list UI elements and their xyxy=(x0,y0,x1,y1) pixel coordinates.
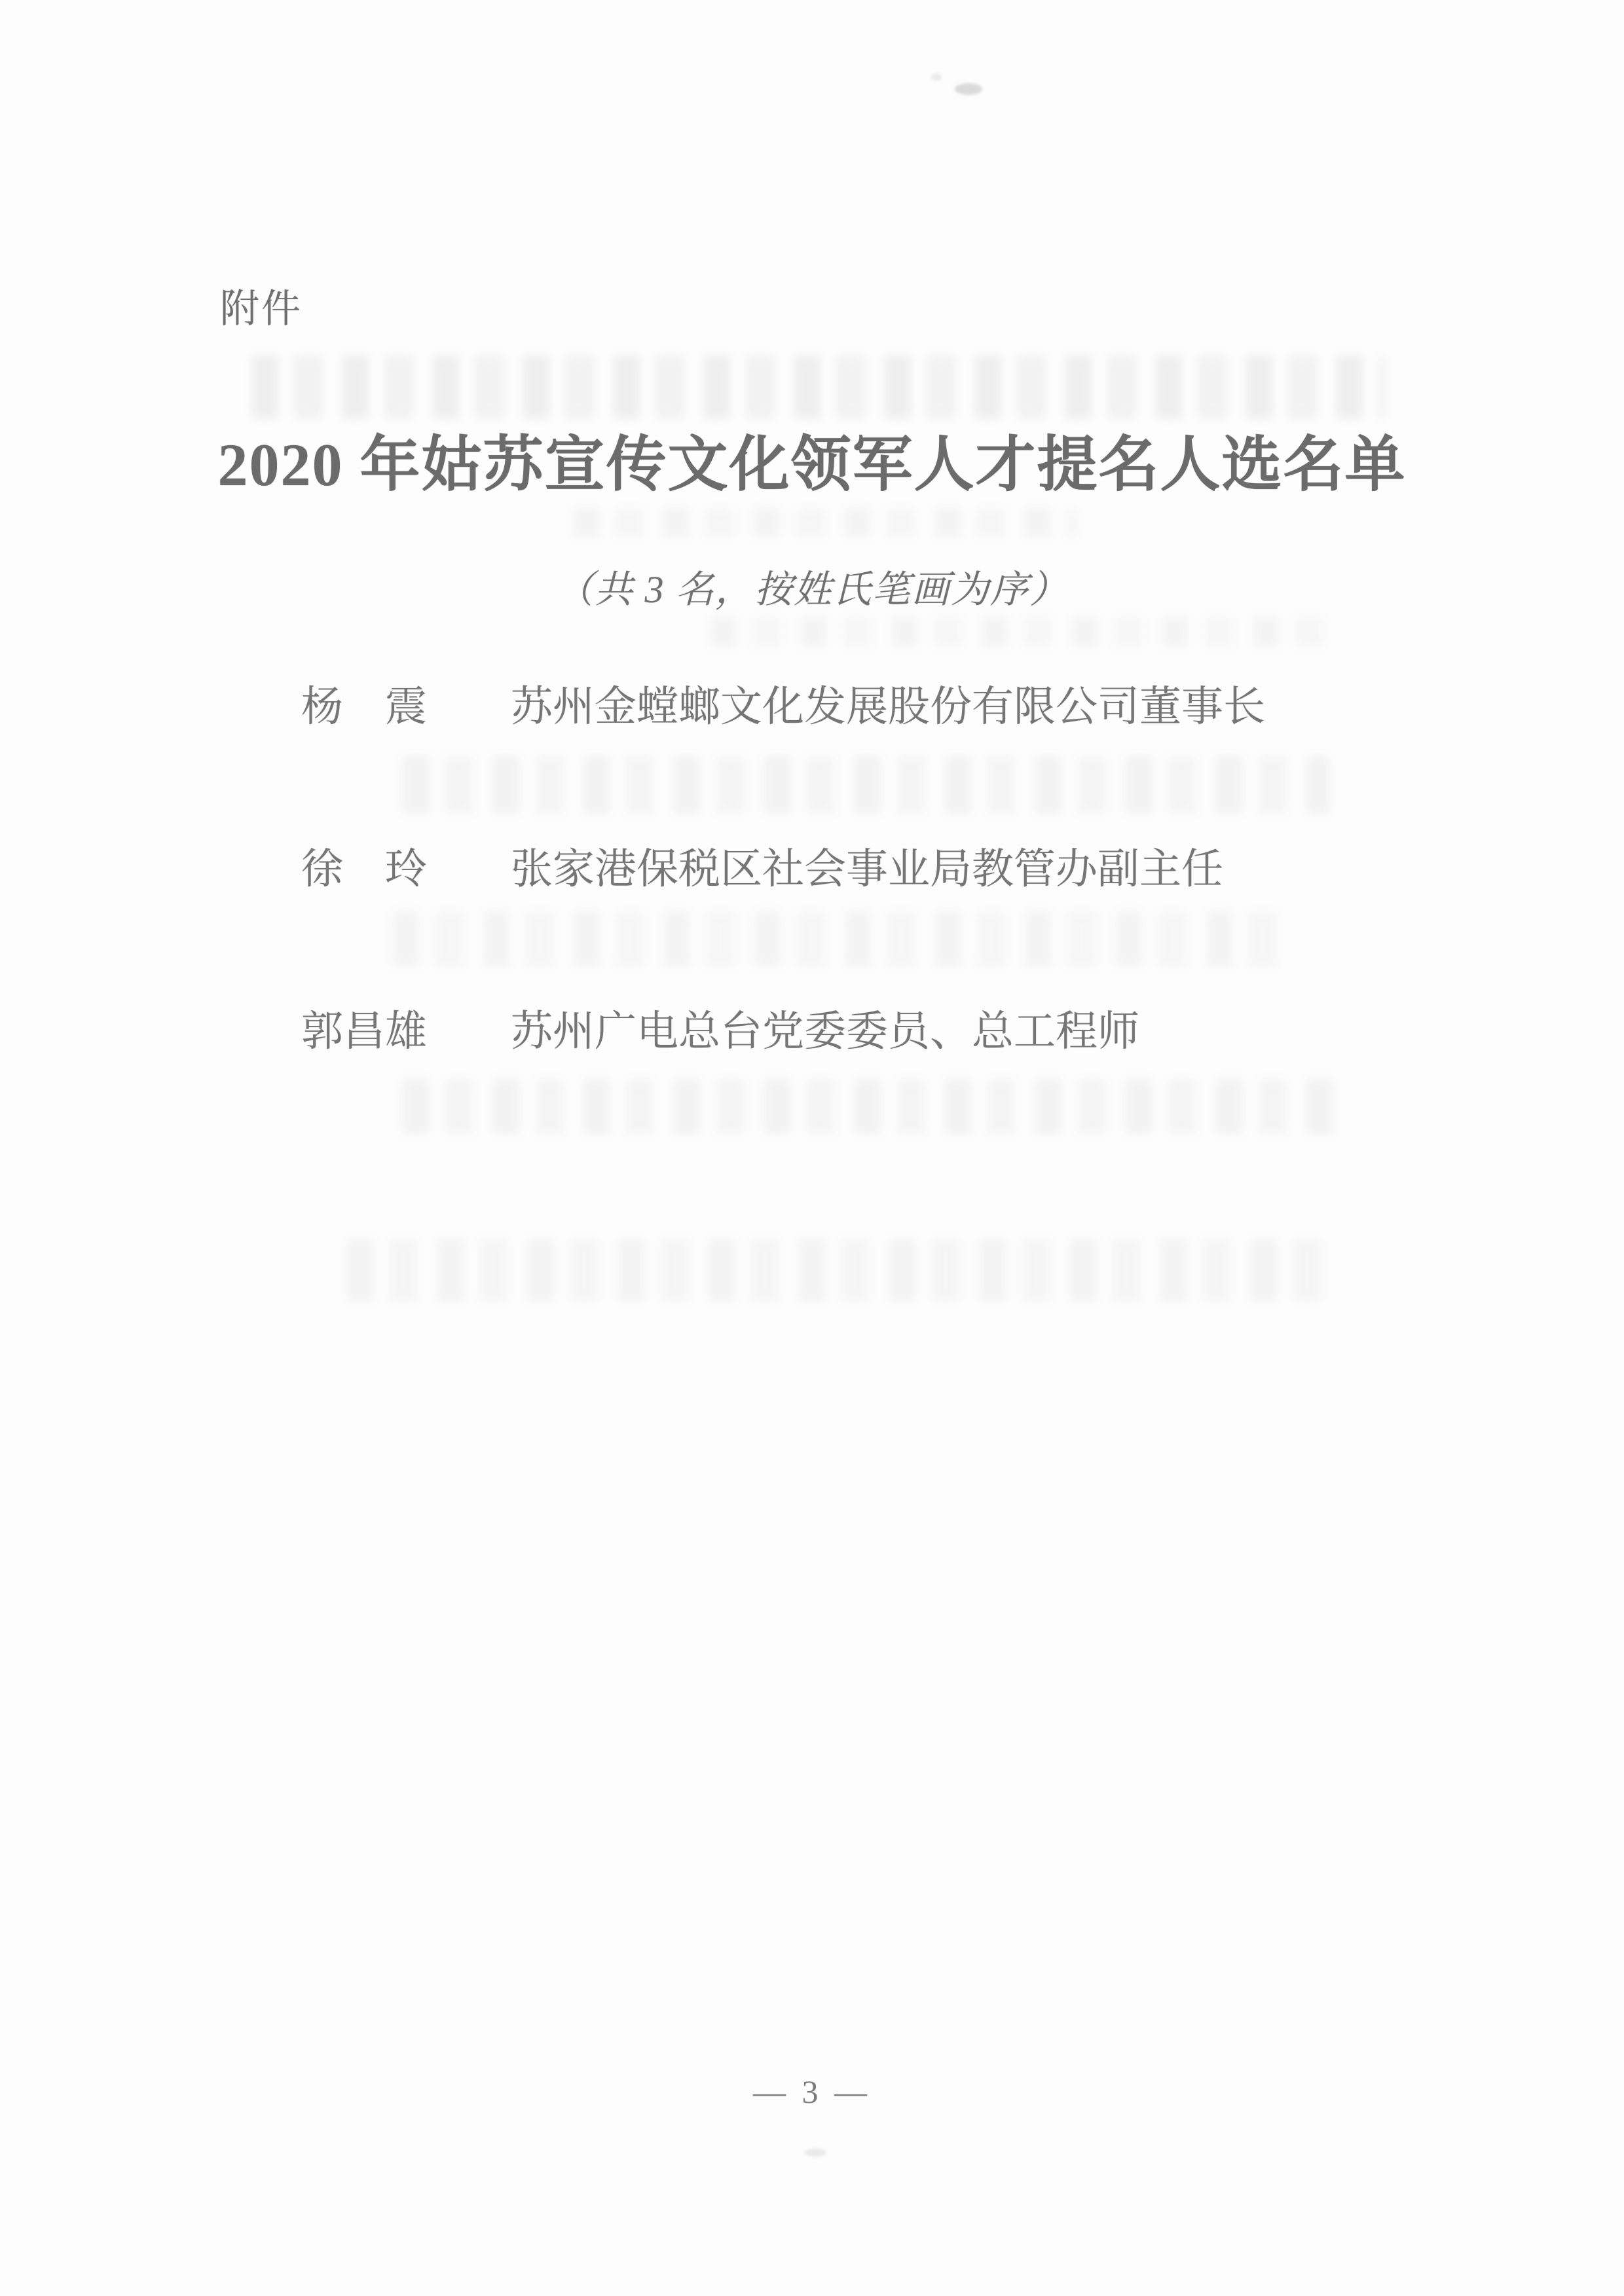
nominee-row xyxy=(301,848,1265,890)
nominee-row xyxy=(301,1008,1265,1055)
document-subtitle: （共 3 名，按姓氏笔画为序） xyxy=(555,568,1069,611)
nominee-name: 郭昌雄 xyxy=(301,1008,427,1055)
nominee-position: 苏州广电总台党委委员、总工程师 xyxy=(511,1008,1139,1055)
bleed-through-artifact xyxy=(710,617,1342,647)
bleed-through-artifact xyxy=(252,355,1385,418)
nominee-row xyxy=(301,683,1265,730)
scan-speck xyxy=(955,83,982,95)
nominee-position: 苏州金螳螂文化发展股份有限公司董事长 xyxy=(511,683,1265,730)
nominee-name: 杨 震 xyxy=(301,683,427,730)
scan-speck xyxy=(804,2149,826,2157)
document-title: 2020 年姑苏宣传文化领军人才提名人选名单 xyxy=(217,431,1407,498)
nominee-list xyxy=(301,683,1265,1173)
nominee-position: 张家港保税区社会事业局教管办副主任 xyxy=(511,846,1223,892)
nominee-name: 徐 玲 xyxy=(301,846,427,892)
page-number: — 3 — xyxy=(753,2073,871,2110)
bleed-through-artifact xyxy=(347,1239,1329,1302)
attachment-label: 附件 xyxy=(220,287,303,331)
bleed-through-artifact xyxy=(573,508,1077,537)
scan-speck xyxy=(931,73,942,81)
